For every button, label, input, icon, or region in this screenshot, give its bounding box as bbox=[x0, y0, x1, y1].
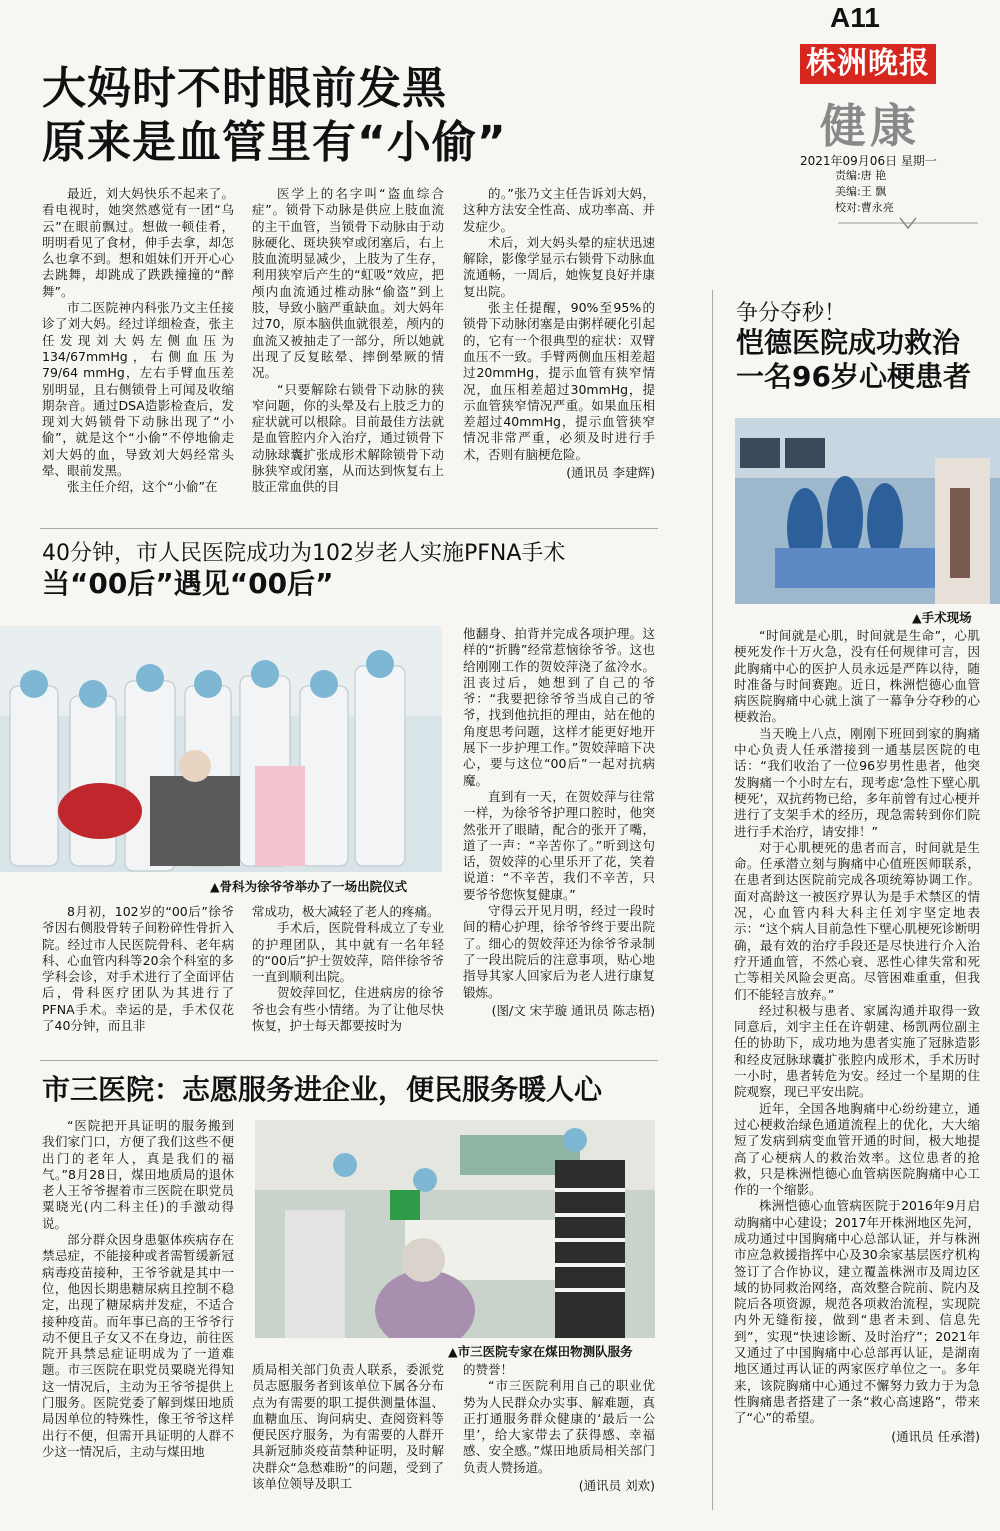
credit-proofreader: 校对:曹永亮 bbox=[835, 201, 894, 214]
article1-column-3 bbox=[463, 186, 655, 481]
paragraph: 市二医院神内科张乃文主任接诊了刘大妈。经过详细检查，张主任发现刘大妈左侧血压为134/67mmHg，右侧血压为79/64 mmHg，左右手臂血压差别明显，且右侧锁骨上可闻及收缩期杂音。通过DSA造影检查后，发现刘大妈锁骨下动脉出现了“小偷”，就是这个“小偷”不停地偷走刘大妈的血，导致刘大妈经常头晕、眼前发黑。 bbox=[42, 300, 234, 479]
article2-column-3 bbox=[463, 626, 655, 1019]
newspaper-logo: 株洲晚报 bbox=[800, 44, 936, 84]
paragraph: “医院把开具证明的服务搬到我们家门口，方便了我们这些不便出门的老年人，真是我们的福气。”8月28日，煤田地质局的退休老人王爷爷握着市三医院在职党员粟晓光(内二科主任)的手激动得说。 bbox=[42, 1118, 234, 1231]
article1-headline bbox=[42, 62, 602, 170]
article3-column-1 bbox=[42, 1118, 234, 1460]
article4-column bbox=[734, 628, 980, 1445]
credit-designer: 美编:王 飘 bbox=[835, 185, 887, 198]
paragraph: 守得云开见月明，经过一段时间的精心护理，徐爷爷终于要出院了。细心的贺姣萍还为徐爷爷录制了一段出院后的注意事项，贴心地指导其家人回家后为老人进行康复锻炼。 bbox=[463, 903, 655, 1000]
article1-byline: (通讯员 李建辉) bbox=[566, 465, 655, 481]
article1-headline-line1: 大妈时不时眼前发黑 bbox=[42, 63, 447, 114]
paragraph: 的。”张乃文主任告诉刘大妈，这种方法安全性高、成功率高、并发症少。 bbox=[463, 186, 655, 234]
article4-headline bbox=[736, 326, 971, 394]
section-title: 健康 bbox=[820, 99, 920, 153]
issue-date: 2021年09月06日 星期一 bbox=[800, 154, 937, 168]
article2-column-1 bbox=[42, 904, 234, 1034]
column-divider bbox=[712, 290, 713, 1510]
article4-photo-caption: ▲手术现场 bbox=[912, 610, 972, 625]
group-photo-image-icon bbox=[0, 626, 442, 872]
paragraph: 当天晚上八点，刚刚下班回到家的胸痛中心负责人任承潜接到一通基层医院的电话：“我们收治了一位96岁男性患者，他突发胸痛一个小时左右，现考虑‘急性下壁心肌梗死’，双抗药物已给，多年前曾有过心梗并进行了支架手术的经历，现急需转到你们院进行手术治疗，请安排！” bbox=[734, 725, 980, 839]
paragraph: 的赞誉！ bbox=[463, 1362, 514, 1377]
article2-kicker: 40分钟，市人民医院成功为102岁老人实施PFNA手术 bbox=[42, 541, 566, 566]
paragraph: 质局相关部门负责人联系，委派党员志愿服务者到该单位下属各分布点为有需要的职工提供测量体温、血糖血压、询问病史、查阅资料等便民医疗服务，为有需要的人群开具新冠肺炎疫苗禁种证明，及时解决群众“急愁难盼”的问题，受到了该单位领导及职工 bbox=[252, 1362, 444, 1492]
paragraph: 手术后，医院骨科成立了专业的护理团队，其中就有一名年轻的“00后”护士贺姣萍，陪伴徐爷爷一直到顺利出院。 bbox=[252, 920, 444, 985]
article1-column-2 bbox=[252, 186, 444, 496]
paragraph: 常成功，极大减轻了老人的疼痛。 bbox=[252, 904, 440, 919]
decorative-ornament-icon bbox=[838, 216, 978, 230]
page-number: A11 bbox=[830, 2, 880, 33]
paragraph: 最近，刘大妈快乐不起来了。看电视时，她突然感觉有一团“乌云”在眼前飘过。想做一顿佳肴，明明看见了食材，伸手去拿，却怎么也拿不到。想和姐妹们开开心心去跳舞，却跳成了跌跌撞撞的“醉舞”。 bbox=[42, 186, 234, 299]
article3-column-2 bbox=[252, 1362, 444, 1492]
paragraph: 贺姣萍回忆，住进病房的徐爷爷也会有些小情绪。为了让他尽快恢复，护士每天都要按时为 bbox=[252, 985, 444, 1034]
paragraph: 株洲恺德心血管病医院于2016年9月启动胸痛中心建设；2017年开株洲地区先河，成功通过中国胸痛中心总部认证，并与株洲市应急救援指挥中心及30余家基层医疗机构签订了合作协议，建立覆盖株洲市及周边区域的协同救治网络，高效整合院前、院内及院后各项资源，规范各项救治流程，实现院内外无缝衔接，做到“患者未到、信息先到”，实现“快速诊断、及时治疗”；2021年又通过了中国胸痛中心总部再认证，是湖南地区通过再认证的两家医疗单位之一。多年来，该院胸痛中心通过不懈努力致力于为急性胸痛患者搭建了一条“救心高速路”，带来了“心”的希望。 bbox=[734, 1198, 980, 1426]
editor-credits bbox=[835, 168, 894, 216]
article2-column-2 bbox=[252, 904, 444, 1034]
paragraph: 术后，刘大妈头晕的症状迅速解除，影像学显示右锁骨下动脉血流通畅，一周后，她恢复良好并康复出院。 bbox=[463, 234, 655, 299]
article4-headline-line1: 恺德医院成功救治 bbox=[736, 326, 961, 359]
paragraph: 直到有一天，在贺姣萍与往常一样，为徐爷爷护理口腔时，他突然张开了眼睛，配合的张开了嘴，道了一声：“辛苦你了。”听到这句话，贺姣萍的心里乐开了花，笑着说道：“不辛苦，我们不辛苦，只要爷爷您恢复健康。” bbox=[463, 788, 655, 902]
credit-editor: 责编:唐 艳 bbox=[835, 169, 887, 182]
paragraph: 8月初，102岁的“00后”徐爷爷因右侧股骨转子间粉碎性骨折入院。经过市人民医院骨科、老年病科、心血管内科等20余个科室的多学科会诊，对手术进行了全面评估后，骨科医疗团队为其进行了PFNA手术。幸运的是，手术仅花了40分钟，而且非 bbox=[42, 904, 234, 1034]
volunteer-service-photo bbox=[255, 1120, 655, 1338]
article2-byline: (图/文 宋芋璇 通讯员 陈志梧) bbox=[491, 1002, 655, 1018]
paragraph: 对于心肌梗死的患者而言，时间就是生命。任承潜立刻与胸痛中心值班医师联系，在患者到达医院前完成各项统筹协调工作。面对高龄这一被医疗界认为是手术禁区的情况，心血管内科大科主任刘宇坚定地表示：“这个病人目前急性下壁心肌梗死诊断明确，最有效的治疗手段还是尽快进行介入治疗开通血管，不然心衰、恶性心律失常和死亡等相关风险会更高。尽管困难重重，但我们不能轻言放弃。” bbox=[734, 839, 980, 1002]
discharge-ceremony-photo bbox=[0, 626, 442, 872]
paragraph: “市三医院利用自己的职业优势为人民群众办实事、解难题，真正打通服务群众健康的‘最后一公里’，给大家带去了获得感、幸福感、安全感。”煤田地质局相关部门负责人赞扬道。 bbox=[463, 1378, 655, 1475]
article3-photo-caption: ▲市三医院专家在煤田物测队服务 bbox=[448, 1344, 633, 1359]
paragraph: “只要解除右锁骨下动脉的狭窄问题，你的头晕及右上肢乏力的症状就可以根除。目前最佳方法就是血管腔内介入治疗，通过锁骨下动脉球囊扩张成形术解除锁骨下动脉狭窄或闭塞，从而达到恢复右上肢正常血供的目 bbox=[252, 381, 444, 495]
divider bbox=[40, 1060, 658, 1061]
article1-column-1 bbox=[42, 186, 234, 496]
surgery-scene-photo bbox=[735, 418, 1000, 604]
volunteer-photo-image-icon bbox=[255, 1120, 655, 1338]
paragraph: 医学上的名字叫“盗血综合症”。锁骨下动脉是供应上肢血流的主干血管，当锁骨下动脉由于动脉硬化、斑块狭窄或闭塞后，右上肢血流明显减少，上肢为了生存，利用狭窄后产生的“虹吸”效应，把颅内血流通过椎动脉“偷盗”到上肢，导致小脑严重缺血。刘大妈年过70，原本脑供血就很差，颅内的血流又被抽走了一部分，所以她就出现了反复眩晕、摔倒晕厥的情况。 bbox=[252, 186, 444, 381]
surgery-photo-image-icon bbox=[735, 418, 1000, 604]
article4-byline: (通讯员 任承潜) bbox=[891, 1428, 980, 1444]
paragraph: 张主任介绍，这个“小偷”在 bbox=[67, 479, 218, 495]
paragraph: 张主任提醒，90%至95%的锁骨下动脉闭塞是由粥样硬化引起的，它有一个很典型的症状：双臂血压不一致。手臂两侧血压相差超过20mmHg，提示血管有狭窄情况，血压相差超过30mmHg，提示血管狭窄情况严重。如果血压相差超过40mmHg，提示血管狭窄情况非常严重，必须及时进行手术，否则有脑梗危险。 bbox=[463, 300, 655, 462]
article4-kicker: 争分夺秒！ bbox=[736, 301, 847, 326]
article2-photo-caption: ▲骨科为徐爷爷举办了一场出院仪式 bbox=[210, 879, 408, 894]
article4-headline-line2: 一名96岁心梗患者 bbox=[736, 360, 971, 393]
divider bbox=[40, 528, 658, 529]
article3-column-3 bbox=[463, 1362, 655, 1494]
article3-byline: (通讯员 刘欢) bbox=[578, 1478, 655, 1494]
article2-headline: 当“00后”遇见“00后” bbox=[42, 567, 334, 600]
paragraph: 他翻身、拍背并完成各项护理。这样的“折腾”经常惹恼徐爷爷。这也给刚刚工作的贺姣萍浇了盆冷水。沮丧过后，她想到了自己的爷爷：“我要把徐爷爷当成自己的爷爷，找到他抗拒的理由，站在他的角度思考问题，这样才能更好地开展下一步护理工作。”贺姣萍暗下决心，要与这位“00后”一起对抗病魔。 bbox=[463, 626, 655, 788]
article3-headline: 市三医院：志愿服务进企业，便民服务暖人心 bbox=[42, 1073, 603, 1106]
paragraph: “时间就是心肌，时间就是生命”，心肌梗死发作十万火急，没有任何规律可言，因此胸痛中心的医护人员永远是严阵以待，随时准备与时间赛跑。近日，株洲恺德心血管病医院胸痛中心就上演了一幕争分夺秒的心梗救治。 bbox=[734, 628, 980, 725]
paragraph: 部分群众因身患躯体疾病存在禁忌症，不能接种或者需暂缓新冠病毒疫苗接种，王爷爷就是其中一位，他因长期患糖尿病且控制不稳定，出现了糖尿病并发症，不适合接种疫苗。而年事已高的王爷爷行动不便且子女又不在身边，前往医院开具禁忌症证明成为了一道难题。市三医院在职党员粟晓光得知这一情况后，主动为王爷爷提供上门服务。医院党委了解到煤田地质局因单位的特殊性，像王爷爷这样出行不便，但需开具证明的人群不少这一情况后，主动与煤田地 bbox=[42, 1232, 234, 1459]
article1-headline-line2: 原来是血管里有“小偷” bbox=[42, 117, 507, 168]
paragraph: 近年，全国各地胸痛中心纷纷建立，通过心梗救治绿色通道流程上的优化，大大缩短了发病到病变血管开通的时间，极大地提高了心梗病人的救治效率。这位患者的抢救，只是株洲恺德心血管病医院胸痛中心工作的一个缩影。 bbox=[734, 1100, 980, 1198]
paragraph: 经过积极与患者、家属沟通并取得一致同意后，刘宇主任在许朝建、杨凯两位副主任的协助下，成功地为患者实施了冠脉造影和经皮冠脉球囊扩张腔内成形术，手术历时一小时，患者转危为安。经过一个星期的住院观察，现已平安出院。 bbox=[734, 1002, 980, 1100]
